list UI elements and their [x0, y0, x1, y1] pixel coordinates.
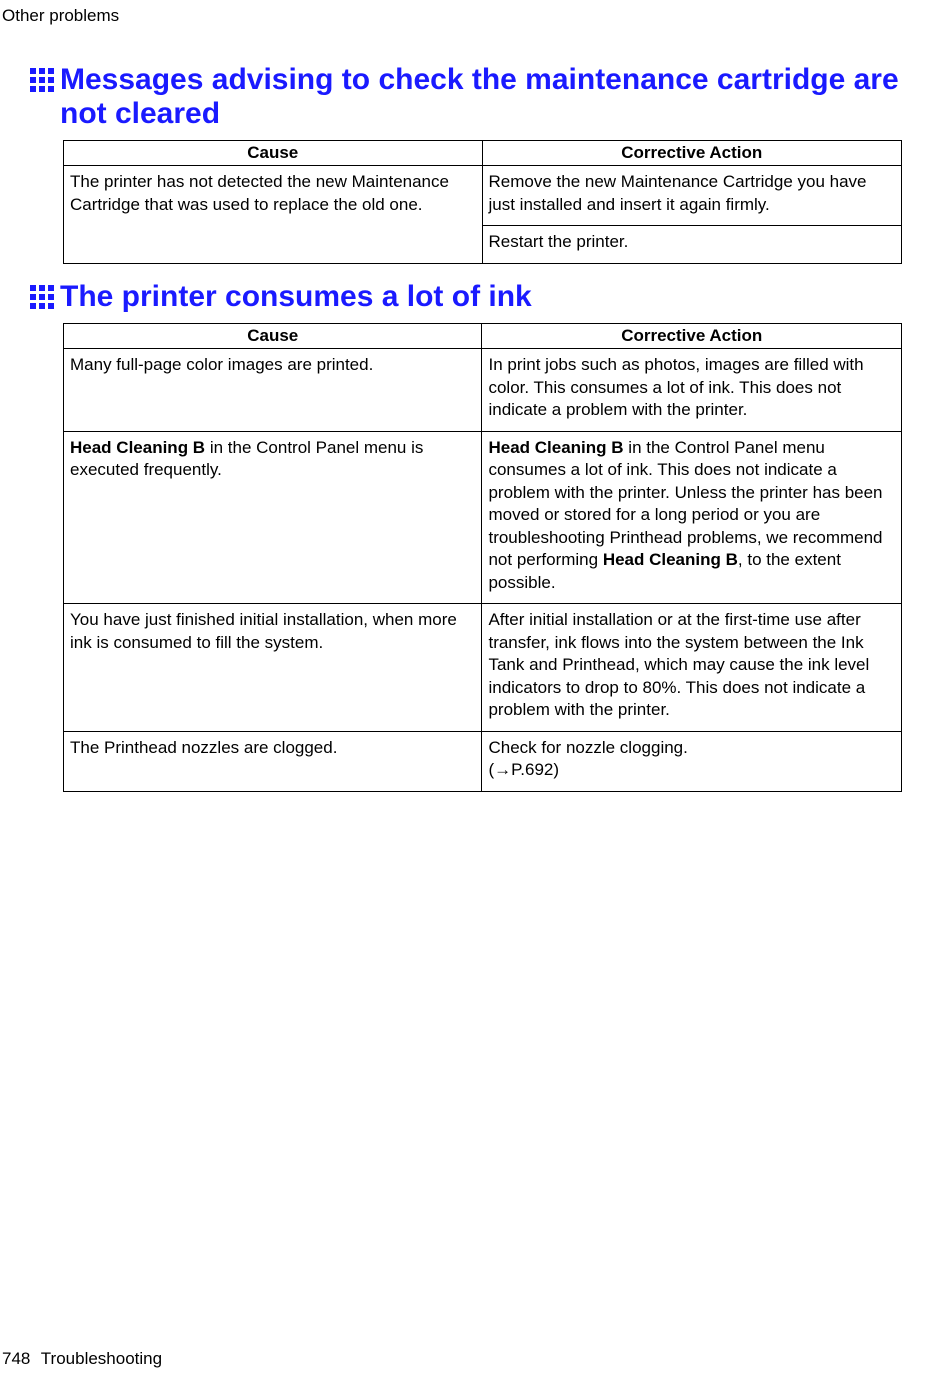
table-row [64, 604, 902, 732]
cause-cell: The Printhead nozzles are clogged. [64, 731, 482, 791]
menu-item-name: Head Cleaning B [70, 437, 206, 457]
column-header-corrective-action: Corrective Action [482, 141, 902, 166]
menu-item-name: Head Cleaning B [488, 437, 624, 457]
table-row [64, 731, 902, 791]
column-header-cause: Cause [64, 324, 482, 349]
action-cell: In print jobs such as photos, images are filled with color. This consumes a lot of ink. This does not indicate a problem with the printer. [482, 349, 902, 432]
action-text: Check for nozzle clogging. [488, 737, 688, 757]
column-header-corrective-action: Corrective Action [482, 324, 902, 349]
section-heading-ink-consumption [30, 280, 910, 314]
grid-bullet-icon [30, 285, 54, 309]
column-header-cause: Cause [64, 141, 483, 166]
section-title: Messages advising to check the maintenance cartridge are not cleared [60, 63, 899, 130]
cause-cell: You have just finished initial installation, when more ink is consumed to fill the system. [64, 604, 482, 732]
table-header-row [64, 324, 902, 349]
page-footer [2, 1349, 162, 1369]
action-cell: Restart the printer. [482, 226, 902, 264]
cause-cell [64, 431, 482, 604]
table-row [64, 166, 902, 226]
grid-bullet-icon [30, 68, 54, 92]
action-cell: Remove the new Maintenance Cartridge you have just installed and insert it again firmly. [482, 166, 902, 226]
action-text: in the Control Panel menu consumes a lot of ink. This does not indicate a problem with the printer. Unless the printer has been moved or stored for a long period or you are troubleshooting Printhead problems, we recommend not performing [488, 437, 883, 569]
cause-cell: Many full-page color images are printed. [64, 349, 482, 432]
table-header-row [64, 141, 902, 166]
action-cell [482, 731, 902, 791]
running-header: Other problems [2, 6, 120, 25]
section-title: The printer consumes a lot of ink [60, 280, 532, 313]
maintenance-cartridge-table [63, 140, 902, 264]
cause-cell: The printer has not detected the new Maintenance Cartridge that was used to replace the old one. [64, 166, 483, 264]
cause-text: in the Control Panel menu is executed frequently. [70, 437, 424, 479]
table-row [64, 349, 902, 432]
chapter-name: Troubleshooting [40, 1349, 163, 1368]
ink-consumption-table [63, 323, 902, 792]
menu-item-name: Head Cleaning B [602, 550, 738, 569]
table-row [64, 431, 902, 604]
page-reference-link[interactable]: (→P.692) [488, 760, 560, 779]
action-cell [482, 431, 902, 604]
action-cell: After initial installation or at the first-time use after transfer, ink flows into the system between the Ink Tank and Printhead, which may cause the ink level indicators to drop to 80%. This does not indicate a problem with the printer. [482, 604, 902, 732]
section-heading-maintenance-cartridge [30, 63, 910, 131]
action-text: , to the extent possible. [488, 550, 841, 592]
page-number: 748 [2, 1349, 31, 1368]
